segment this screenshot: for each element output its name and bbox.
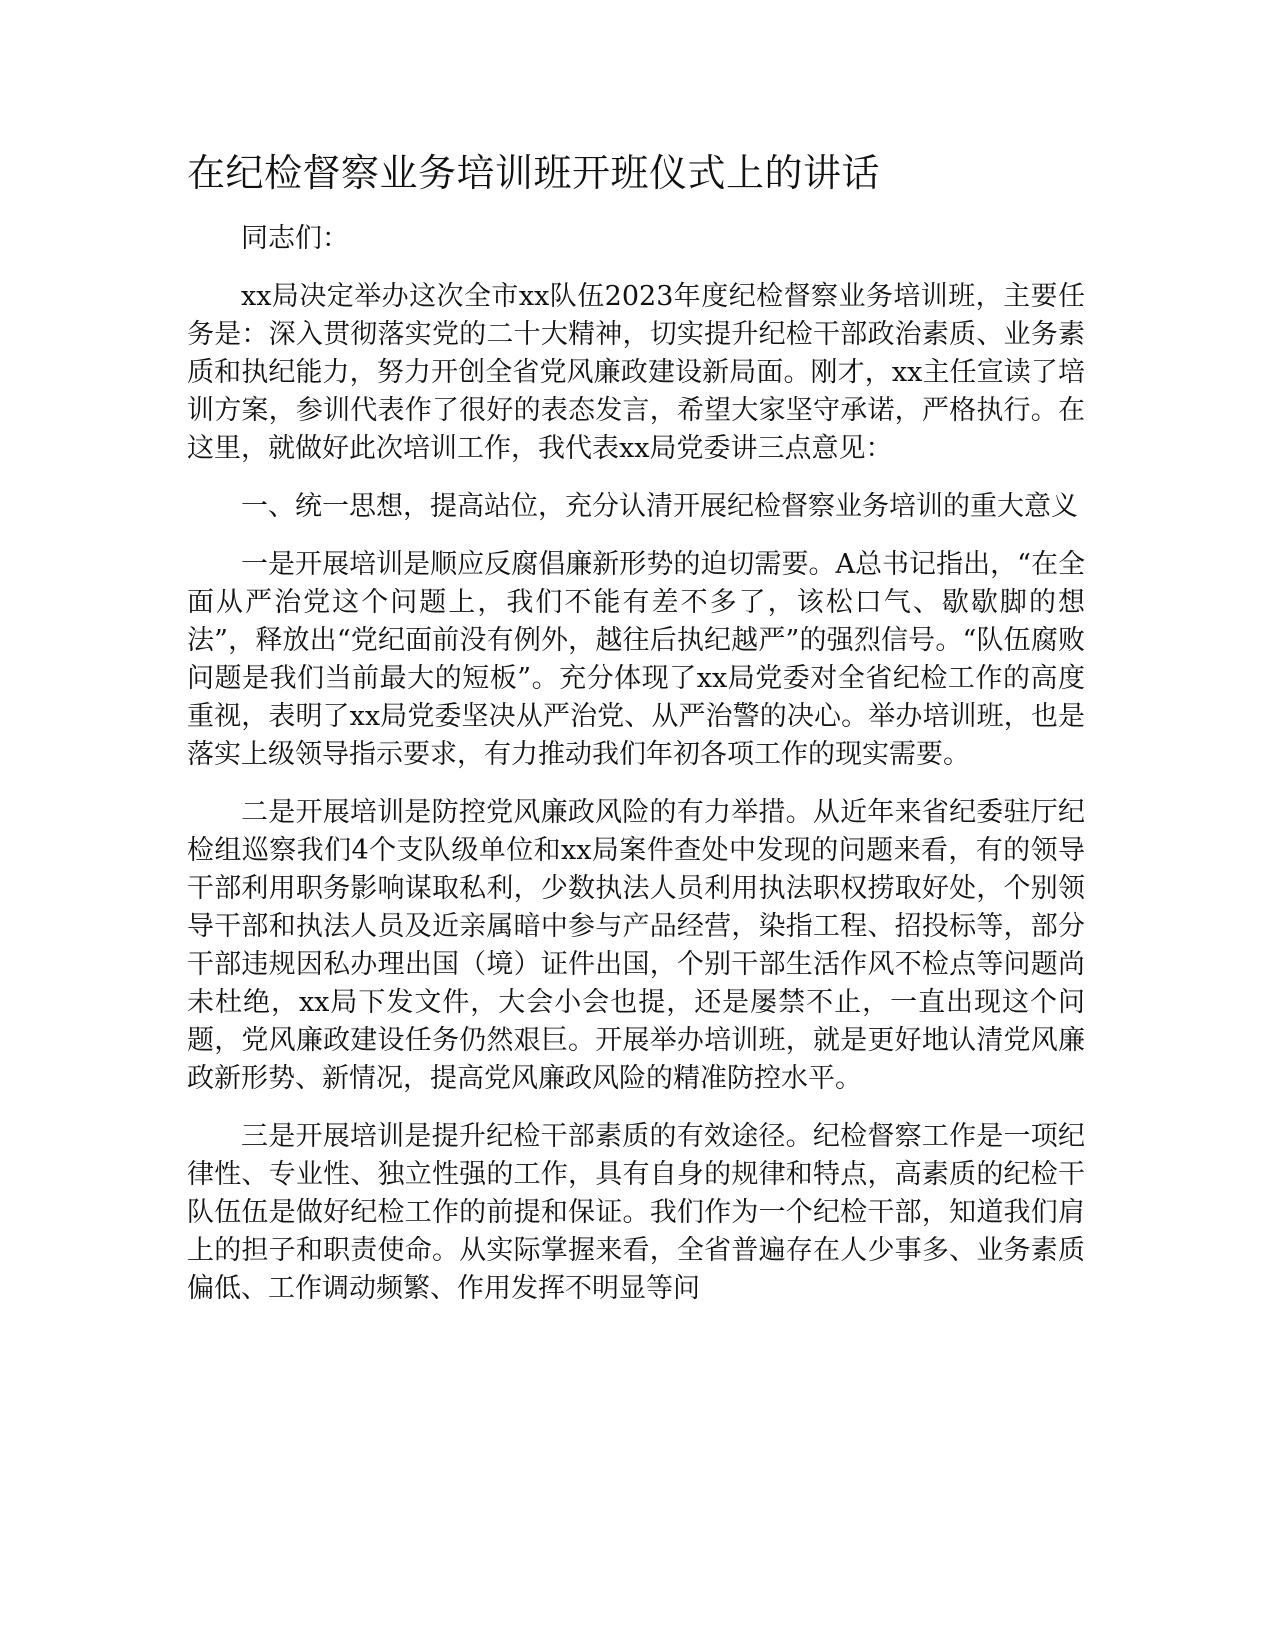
section-heading-1: 一、统一思想，提高站位，充分认清开展纪检督察业务培训的重大意义 [241,491,1078,522]
body-paragraph-2: 二是开展培训是防控党风廉政风险的有力举措。从近年来省纪委驻厅纪检组巡察我们4个支队级单位和xx局案件查处中发现的问题来看，有的领导干部利用职务影响谋取私利，少数执法人员利用执法职权捞取好处，个别领导干部和执法人员及近亲属暗中参与产品经营，染指工程、招投标等，部分干部违规因私办理出国（境）证件出国，个别干部生活作风不检点等问题尚未杜绝，xx局下发文件，大会小会也提，还是屡禁不止，一直出现这个问题，党风廉政建设任务仍然艰巨。开展举办培训班，就是更好地认清党风廉政新形势、新情况，提高党风廉政风险的精准防控水平。 [187,797,1085,1094]
body-paragraph-1: 一是开展培训是顺应反腐倡廉新形势的迫切需要。A总书记指出，“在全面从严治党这个问题上，我们不能有差不多了，该松口气、歇歇脚的想法”，释放出“党纪面前没有例外，越往后执纪越严”的强烈信号。“队伍腐败问题是我们当前最大的短板”。充分体现了xx局党委对全省纪检工作的高度重视，表明了xx局党委坚决从严治党、从严治警的决心。举办培训班，也是落实上级领导指示要求，有力推动我们年初各项工作的现实需要。 [187,549,1085,770]
document-page [187,148,1085,1328]
document-title: 在纪检督察业务培训班开班仪式上的讲话 [187,151,881,195]
intro-paragraph: xx局决定举办这次全市xx队伍2023年度纪检督察业务培训班，主要任务是：深入贯彻落实党的二十大精神，切实提升纪检干部政治素质、业务素质和执纪能力，努力开创全省党风廉政建设新局面。刚才，xx主任宣读了培训方案，参训代表作了很好的表态发言，希望大家坚守承诺，严格执行。在这里，就做好此次培训工作，我代表xx局党委讲三点意见： [187,281,1085,464]
salutation: 同志们： [241,223,349,254]
body-paragraph-3: 三是开展培训是提升纪检干部素质的有效途径。纪检督察工作是一项纪律性、专业性、独立性强的工作，具有自身的规律和特点，高素质的纪检干队伍伍是做好纪检工作的前提和保证。我们作为一个纪检干部，知道我们肩上的担子和职责使命。从实际掌握来看，全省普遍存在人少事多、业务素质偏低、工作调动频繁、作用发挥不明显等问 [187,1121,1085,1304]
